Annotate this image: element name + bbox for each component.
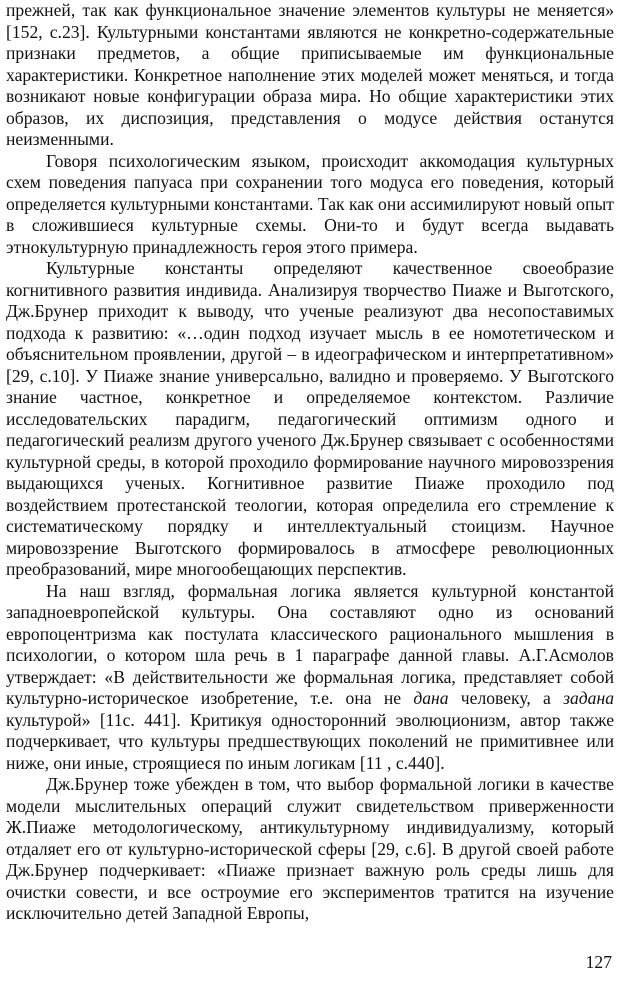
page-number: 127 xyxy=(585,952,612,972)
emphasis-zadana: задана xyxy=(563,688,614,708)
paragraph-1: прежней, так как функциональное значение элементов культуры не меняется» [152, с.23]. Культурными константами являются не конкретно-содержательные признаки предметов, а общие приписываемые им функциональные характеристики. Конкретное наполнение этих моделей может меняться, и тогда возникают новые конфигурации образа мира. Но общие характеристики этих образов, их диспозиция, представления о модусе действия останутся неизменными. xyxy=(6,0,614,149)
emphasis-dana: дана xyxy=(413,688,449,708)
body-text xyxy=(6,0,614,925)
paragraph-4 xyxy=(6,581,614,775)
paragraph-3: Культурные константы определяют качественное своеобразие когнитивного развития индивида. Анализируя творчество Пиаже и Выготского, Дж.Брунер приходит к выводу, что ученые реализуют два несопоставимых подхода к развитию: «…один подход изучает мысль в ее номотетическом и объяснительном проявлении, другой – в идеографическом и интерпретативном» [29, с.10]. У Пиаже знание универсально, валидно и проверяемо. У Выготского знание частное, конкретное и определяемое контекстом. Различие исследовательских парадигм, педагогический оптимизм одного и педагогический реализм другого ученого Дж.Брунер связывает с особенностями культурной среды, в которой проходило формирование научного мировоззрения выдающихся ученых. Когнитивное развитие Пиаже проходило под воздействием протестанской теологии, которая определила его стремление к систематическому порядку и интеллектуальный стоицизм. Научное мировоззрение Выготского формировалось в атмосфере революционных преобразований, мире многообещающих перспектив. xyxy=(6,258,614,579)
paragraph-4-text-a: На наш взгляд, формальная логика является культурной константой западноевропейской культуры. Она составляют одно из оснований европоцентризма как постулата классического рационального мышления в психологии, о котором шла речь в 1 параграфе данной главы. А.Г.Асмолов утверждает: «В действительности же формальная логика, представляет собой культурно-историческое изобретение, т.е. она не xyxy=(6,580,614,708)
paragraph-2: Говоря психологическим языком, происходит аккомодация культурных схем поведения папуаса при сохранении того модуса его поведения, который определяется культурными константами. Так как они ассимилируют новый опыт в сложившиеся культурные схемы. Они-то и будут всегда выдавать этнокультурную принадлежность героя этого примера. xyxy=(6,150,614,257)
paragraph-5: Дж.Брунер тоже убежден в том, что выбор формальной логики в качестве модели мыслительных операций служит свидетельством приверженности Ж.Пиаже методологическому, антикультурному индивидуализму, который отдаляет его от культурно-исторической сферы [29, с.6]. В другой своей работе Дж.Брунер подчеркивает: «Пиаже признает важную роль среды лишь для очистки совести, и все остроумие его экспериментов тратится на изучение исключительно детей Западной Европы, xyxy=(6,774,614,923)
paragraph-4-text-b: человеку, а xyxy=(448,688,564,708)
paragraph-4-text-c: культурой» [11с. 441]. Критикуя односторонний эволюционизм, автор также подчеркивает, что культуры предшествующих поколений не примитивнее или ниже, они иные, строящиеся по иным логикам [11 , с.440]. xyxy=(6,709,614,773)
